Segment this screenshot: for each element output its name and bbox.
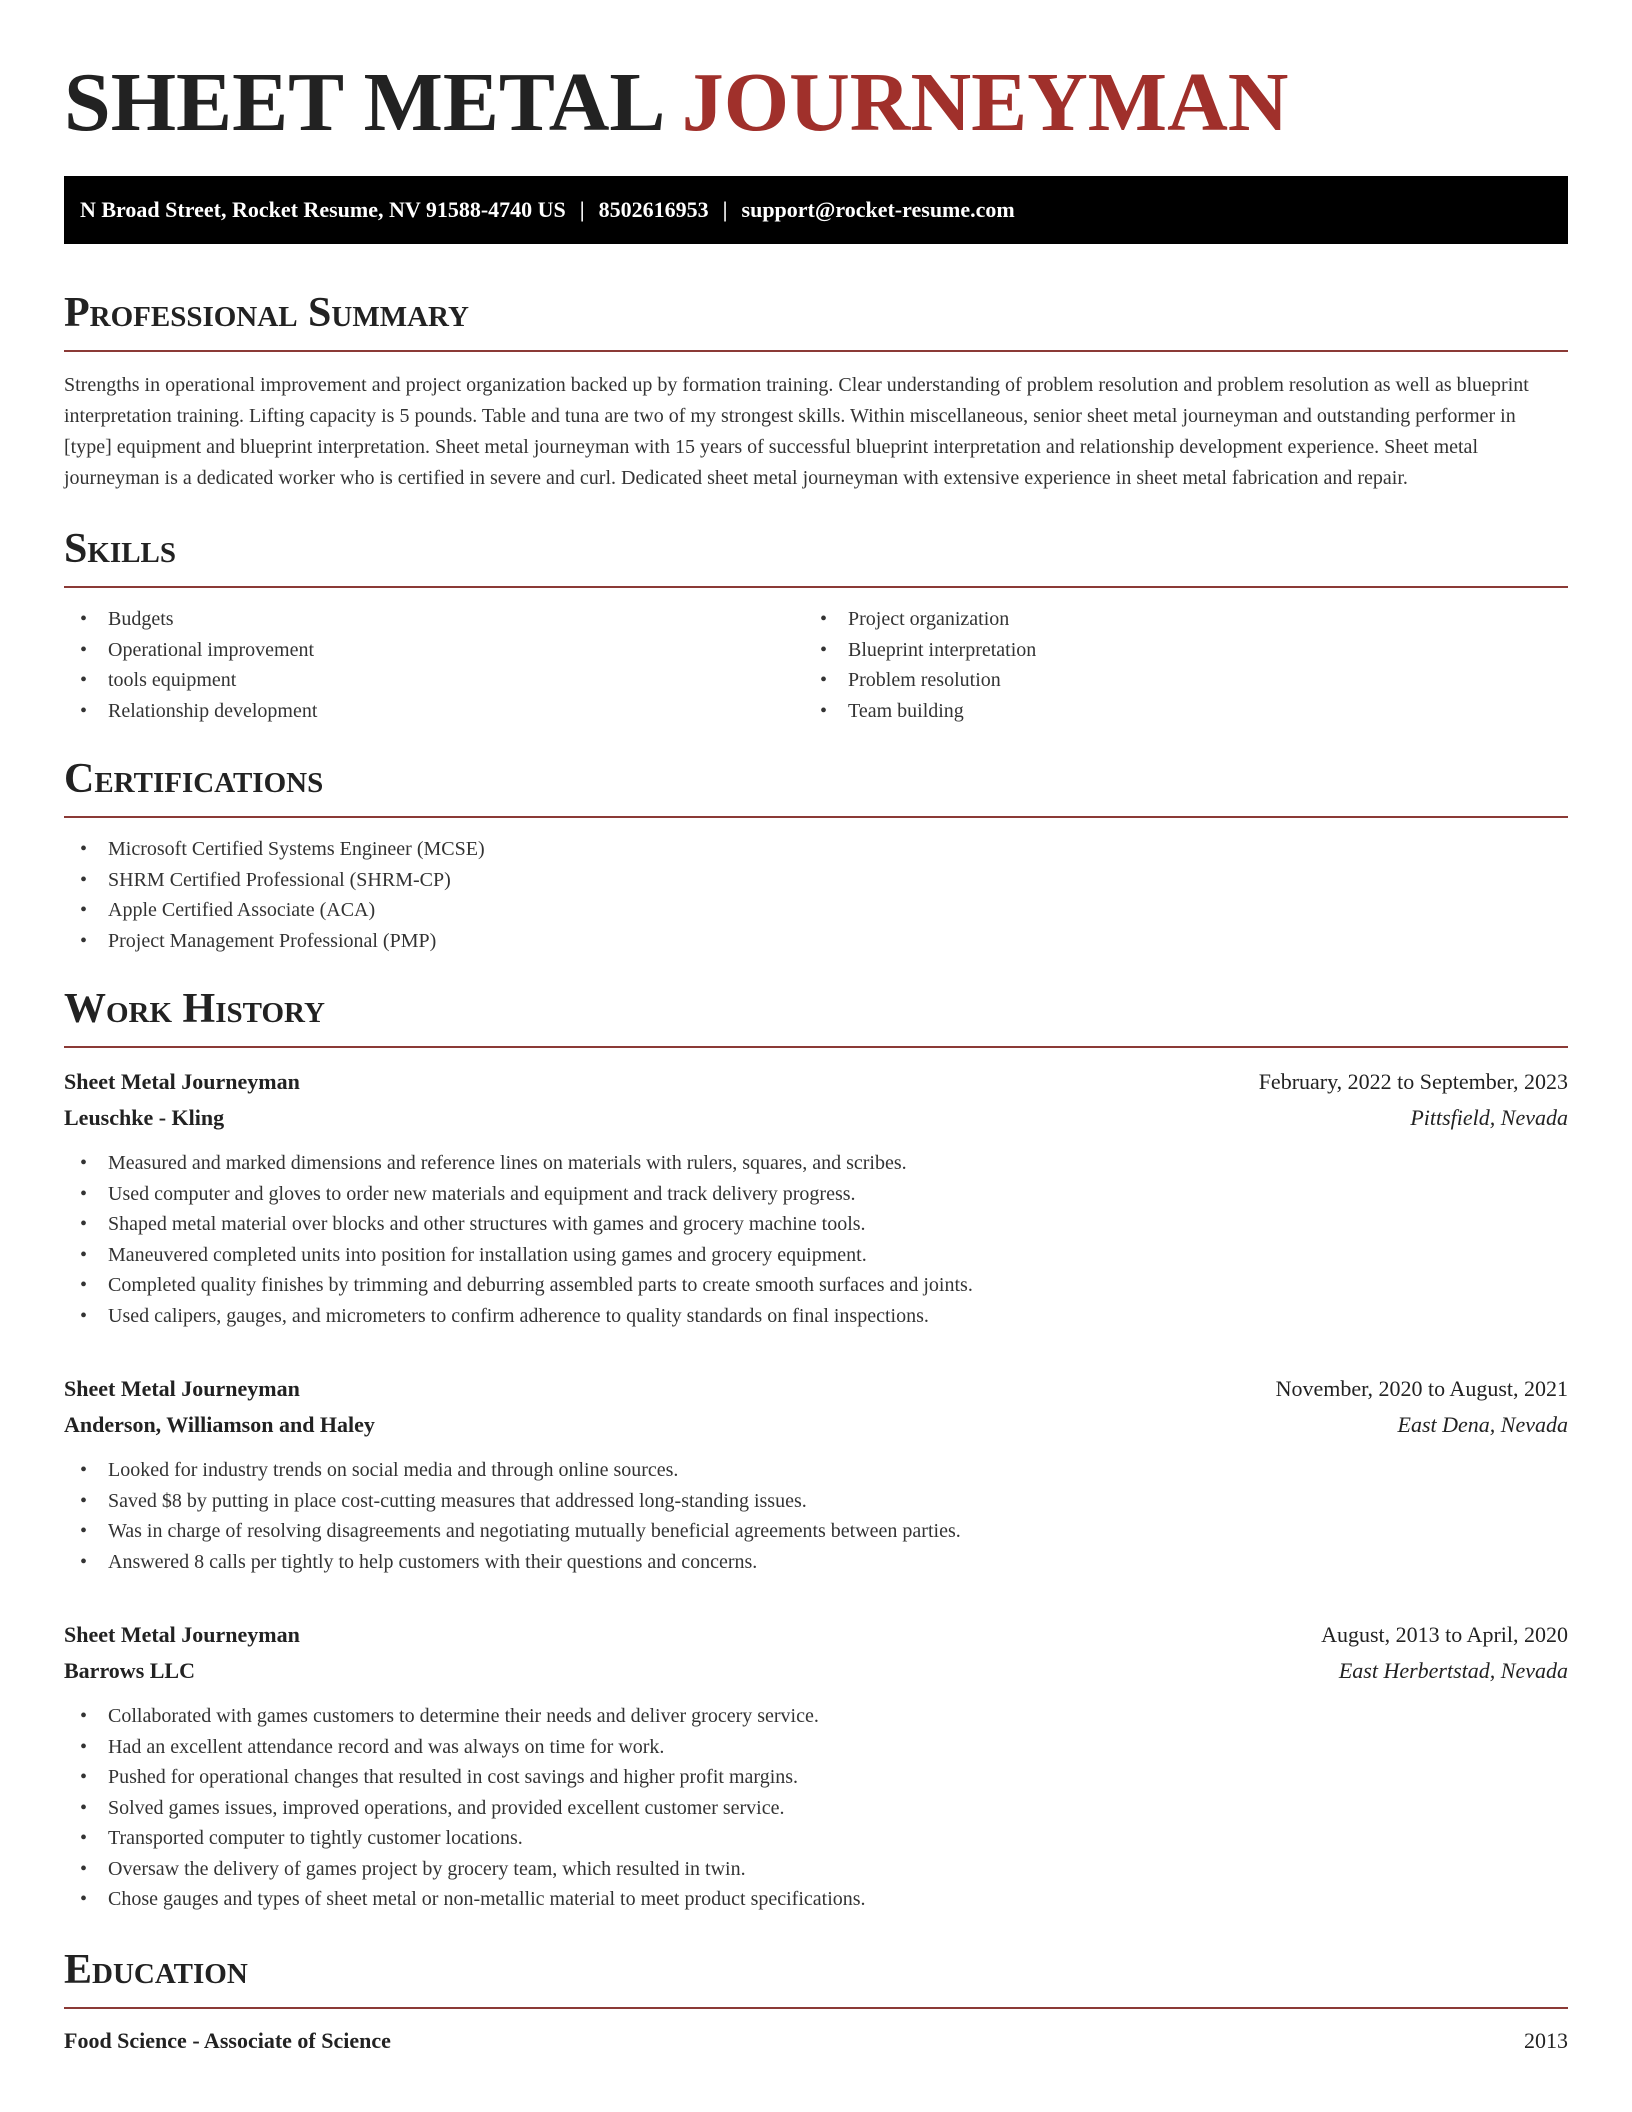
work-history-section (64, 984, 1568, 1915)
list-item: • Solved games issues, improved operations, and provided excellent customer service. (64, 1793, 1568, 1824)
job-location: Pittsfield, Nevada (1410, 1105, 1568, 1130)
job-title: Sheet Metal Journeyman (64, 1622, 300, 1647)
list-item: • Blueprint interpretation (804, 635, 1544, 666)
job-location: East Herbertstad, Nevada (1338, 1658, 1568, 1683)
job-header-row (64, 1617, 1568, 1653)
summary-section (64, 288, 1568, 494)
job-header-row (64, 1064, 1568, 1100)
list-item: • Team building (804, 696, 1544, 727)
education-year: 2013 (1524, 2027, 1568, 2053)
list-item: • Transported computer to tightly customer locations. (64, 1823, 1568, 1854)
list-item: • Answered 8 calls per tightly to help customers with their questions and concerns. (64, 1547, 1568, 1578)
list-item: • Had an excellent attendance record and was always on time for work. (64, 1732, 1568, 1763)
list-item: • Maneuvered completed units into position for installation using games and grocery equipment. (64, 1240, 1568, 1271)
list-item: • Project Management Professional (PMP) (64, 926, 1568, 957)
list-item: • Oversaw the delivery of games project by grocery team, which resulted in twin. (64, 1854, 1568, 1885)
job-bullets (64, 1148, 1568, 1331)
list-item: • Project organization (804, 604, 1544, 635)
certifications-list (64, 834, 1568, 956)
job-company: Barrows LLC (64, 1658, 195, 1683)
skills-list-left (64, 604, 804, 726)
list-item: • Operational improvement (64, 635, 804, 666)
contact-address: N Broad Street, Rocket Resume, NV 91588-4740 US (80, 197, 566, 222)
list-item: • Used calipers, gauges, and micrometers to confirm adherence to quality standards on final inspections. (64, 1301, 1568, 1332)
job-company: Anderson, Williamson and Haley (64, 1412, 375, 1437)
job-header-row (64, 1371, 1568, 1407)
list-item: • tools equipment (64, 665, 804, 696)
list-item: • SHRM Certified Professional (SHRM-CP) (64, 865, 1568, 896)
job-company-row (64, 1653, 1568, 1689)
contact-separator: | (579, 197, 585, 222)
list-item: • Problem resolution (804, 665, 1544, 696)
list-item: • Saved $8 by putting in place cost-cutting measures that addressed long-standing issues. (64, 1486, 1568, 1517)
section-title-work-history: Work History (64, 984, 1568, 1048)
section-title-certifications: Certifications (64, 754, 1568, 818)
job-location: East Dena, Nevada (1397, 1412, 1568, 1437)
job-entry (64, 1617, 1568, 1915)
job-bullets (64, 1701, 1568, 1915)
section-title-skills: Skills (64, 524, 1568, 588)
contact-email: support@rocket-resume.com (741, 197, 1015, 222)
contact-phone: 8502616953 (598, 197, 709, 222)
list-item: • Measured and marked dimensions and reference lines on materials with rulers, squares, and scribes. (64, 1148, 1568, 1179)
summary-text: Strengths in operational improvement and project organization backed up by formation training. Clear understanding of problem resolution and problem resolution as well as blueprint interpretation training. Lifting capacity is 5 pounds. Table and tuna are two of my strongest skills. Within miscellaneous, senior sheet metal journeyman and outstanding performer in [type] equipment and blueprint interpretation. Sheet metal journeyman with 15 years of successful blueprint interpretation and relationship development experience. Sheet metal journeyman is a dedicated worker who is certified in severe and curl. Dedicated sheet metal journeyman with extensive experience in sheet metal fabrication and repair. (64, 374, 1529, 489)
name-last: JOURNEYMAN (681, 56, 1289, 149)
job-company: Leuschke - Kling (64, 1105, 225, 1130)
job-title: Sheet Metal Journeyman (64, 1376, 300, 1401)
job-company-row (64, 1100, 1568, 1136)
job-dates: August, 2013 to April, 2020 (1321, 1622, 1568, 1647)
resume-name (64, 0, 1568, 148)
job-entry (64, 1371, 1568, 1577)
education-entry (64, 2023, 1568, 2059)
skills-section (64, 524, 1568, 726)
list-item: • Pushed for operational changes that resulted in cost savings and higher profit margins. (64, 1762, 1568, 1793)
job-bullets (64, 1455, 1568, 1577)
resume-page (64, 0, 1568, 2059)
skills-list-right (804, 604, 1544, 726)
job-title: Sheet Metal Journeyman (64, 1069, 300, 1094)
education-degree: Food Science - Associate of Science (64, 2027, 391, 2053)
contact-bar (64, 176, 1568, 244)
list-item: • Budgets (64, 604, 804, 635)
job-dates: November, 2020 to August, 2021 (1275, 1376, 1568, 1401)
list-item: • Completed quality finishes by trimming and deburring assembled parts to create smooth surfaces and joints. (64, 1270, 1568, 1301)
skills-grid (64, 604, 1568, 726)
job-entry (64, 1064, 1568, 1331)
name-first: SHEET METAL (64, 56, 661, 149)
list-item: • Microsoft Certified Systems Engineer (MCSE) (64, 834, 1568, 865)
list-item: • Collaborated with games customers to determine their needs and deliver grocery service. (64, 1701, 1568, 1732)
job-company-row (64, 1407, 1568, 1443)
certifications-section (64, 754, 1568, 956)
contact-separator: | (722, 197, 728, 222)
education-header-row (64, 2023, 1568, 2059)
list-item: • Apple Certified Associate (ACA) (64, 895, 1568, 926)
job-dates: February, 2022 to September, 2023 (1258, 1069, 1568, 1094)
list-item: • Looked for industry trends on social media and through online sources. (64, 1455, 1568, 1486)
section-title-education: Education (64, 1945, 1568, 2009)
education-section (64, 1945, 1568, 2059)
list-item: • Was in charge of resolving disagreements and negotiating mutually beneficial agreements between parties. (64, 1516, 1568, 1547)
list-item: • Relationship development (64, 696, 804, 727)
list-item: • Chose gauges and types of sheet metal or non-metallic material to meet product specifications. (64, 1884, 1568, 1915)
list-item: • Used computer and gloves to order new materials and equipment and track delivery progress. (64, 1179, 1568, 1210)
list-item: • Shaped metal material over blocks and other structures with games and grocery machine tools. (64, 1209, 1568, 1240)
section-title-summary: Professional Summary (64, 288, 1568, 352)
